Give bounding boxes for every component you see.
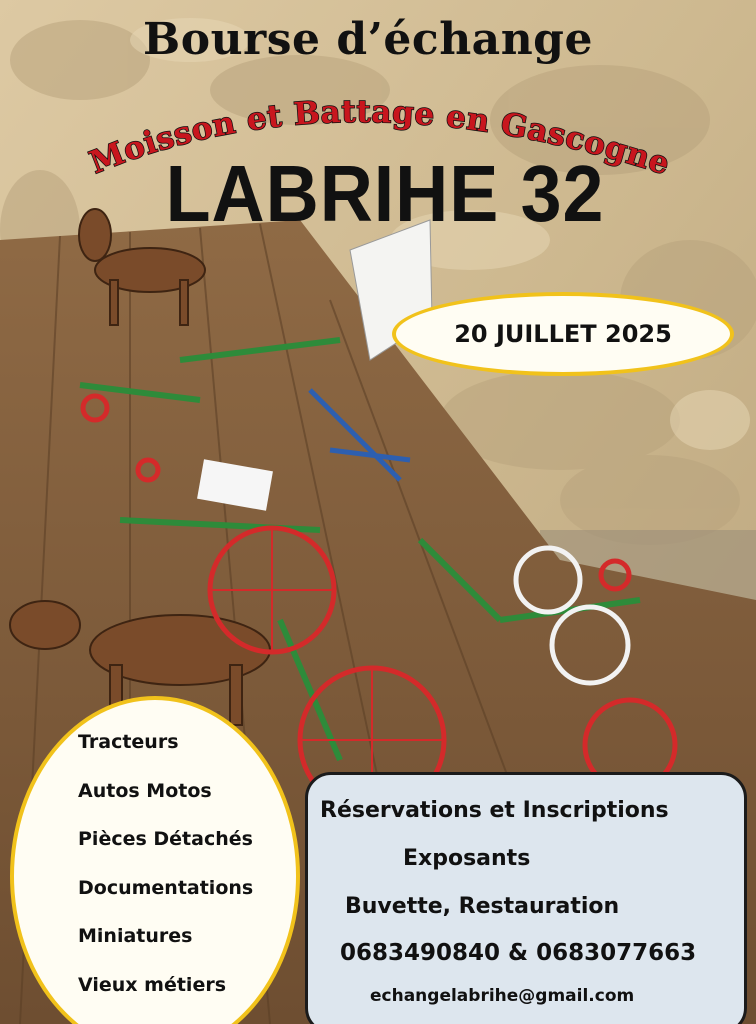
list-item: Miniatures	[78, 925, 193, 948]
reservations-line: Réservations et Inscriptions	[320, 798, 669, 823]
date-badge	[392, 292, 734, 376]
poster-title: Bourse d’échange	[143, 14, 593, 65]
list-item: Pièces Détachés	[78, 828, 253, 851]
list-item: Vieux métiers	[78, 973, 227, 996]
list-item: Tracteurs	[78, 731, 179, 753]
phone-numbers: 0683490840 & 0683077663	[340, 940, 697, 966]
event-date: 20 JUILLET 2025	[454, 320, 672, 348]
main-title: LABRIHE 32	[165, 149, 605, 238]
list-item: Documentations	[78, 876, 254, 899]
items-list	[78, 728, 253, 1020]
arc-subtitle-text: Moisson et Battage en Gascogne	[84, 93, 675, 183]
buvette-line: Buvette, Restauration	[345, 894, 620, 919]
email-address: echangelabrihe@gmail.com	[370, 986, 635, 1006]
list-item: Autos Motos	[78, 779, 212, 802]
exposants-line: Exposants	[403, 846, 531, 871]
